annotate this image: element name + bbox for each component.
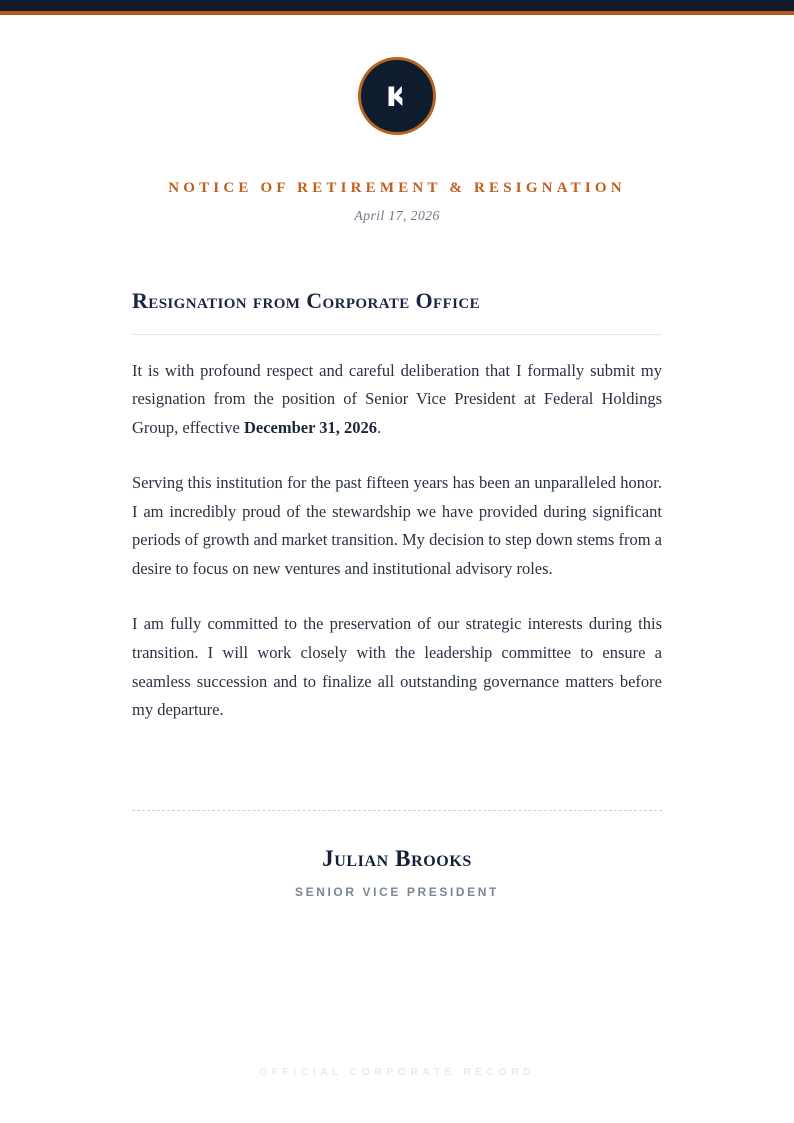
signature-divider [132,810,662,811]
signature-block [132,845,662,899]
section-title: Resignation from Corporate Office [132,288,481,313]
top-bar-accent-stripe [0,11,794,15]
logo-container [132,57,662,135]
paragraph-lead-text: It is with profound respect and careful deliberation that I formally submit my resignation from the position of Senior Vice President at Federal Holdings Group, effective [132,360,662,438]
document-date: April 17, 2026 [354,209,440,224]
document-page [132,57,662,899]
section-title-rule [132,334,662,335]
body-paragraph [132,469,662,584]
document-eyebrow-heading: NOTICE OF RETIREMENT & RESIGNATION [168,180,626,196]
signatory-title: SENIOR VICE PRESIDENT [295,884,499,899]
paragraph-emphasis-text: December 31, 2026 [243,418,377,438]
signatory-name: Julian Brooks [322,846,472,872]
top-bar-dark [0,0,794,11]
paragraph-lead-text: I am fully committed to the preservation of our strategic interests during this transition. I will work closely with the leadership committee to ensure a seamless succession and to finalize all outstanding governance matters before my departure. [132,614,662,720]
paragraph-lead-text: Serving this institution for the past fifteen years has been an unparalleled honor. I am incredibly proud of the stewardship we have provided during significant periods of growth and market transition. My decision to step down stems from a desire to focus on new ventures and institutional advisory roles. [132,472,662,579]
k-monogram-icon [380,79,414,113]
company-logo-badge [358,57,436,135]
body-paragraph [132,357,662,443]
document-footer-label: OFFICIAL CORPORATE RECORD [259,1066,535,1078]
paragraph-tail-text: . [376,418,382,438]
body-paragraph [132,610,662,725]
document-body [132,357,662,726]
